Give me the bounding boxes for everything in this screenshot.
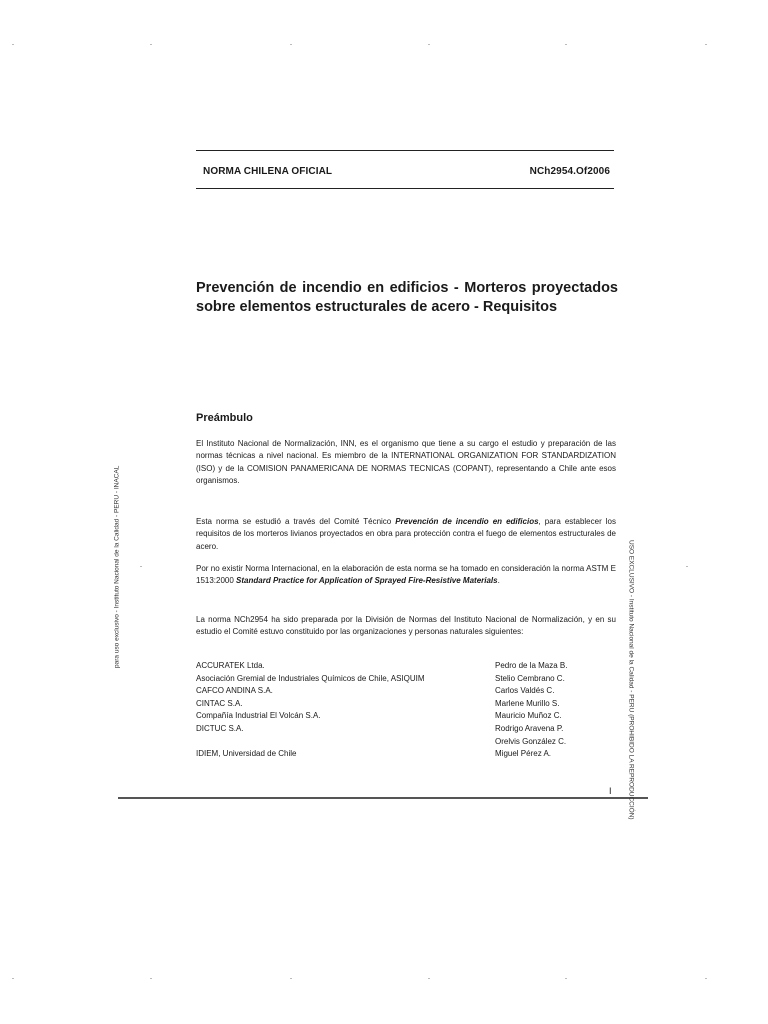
person-item: Orelvis González C. (495, 736, 567, 746)
organization-item: CAFCO ANDINA S.A. (196, 686, 273, 696)
scan-speck (290, 978, 292, 979)
organizations-list (196, 660, 425, 761)
person-item: Stelio Cembrano C. (495, 673, 565, 683)
scan-speck (428, 978, 430, 979)
organization-item: DICTUC S.A. (196, 723, 244, 733)
person-item: Mauricio Muñoz C. (495, 711, 562, 721)
p3-astm-title: Standard Practice for Application of Sprayed Fire-Resistive Materials (236, 576, 498, 586)
preamble-paragraph-3 (196, 563, 616, 588)
scan-speck (686, 566, 688, 567)
organization-item: ACCURATEK Ltda. (196, 661, 265, 670)
person-item: Miguel Pérez A. (495, 749, 552, 759)
scan-speck (705, 44, 707, 45)
footer-rule (118, 797, 648, 799)
header-top-rule (196, 150, 614, 151)
page-number: I (609, 786, 612, 796)
organization-item: IDIEM, Universidad de Chile (196, 749, 297, 759)
scan-speck (140, 566, 142, 567)
preamble-paragraph-2 (196, 516, 616, 553)
organization-item: Asociación Gremial de Industriales Químicos de Chile, ASIQUIM (196, 673, 425, 683)
p2-text: Esta norma se estudió a través del Comité Técnico (196, 517, 396, 526)
persons-list (495, 660, 567, 761)
person-item: Carlos Valdés C. (495, 686, 555, 696)
header-bottom-rule (196, 188, 614, 189)
scan-speck (565, 44, 567, 45)
scan-speck (12, 44, 14, 45)
p2-rest: , para establecer los requisitos de los morteros livianos proyectados en obra para protección contra el fuego de elementos estructurales de acero. (196, 517, 616, 551)
person-item: Pedro de la Maza B. (495, 661, 568, 670)
preamble-paragraph-1: El Instituto Nacional de Normalización, INN, es el organismo que tiene a su cargo el estudio y preparación de las normas técnicas a nivel nacional. Es miembro de la INTERNATIONAL ORGANIZATION FOR STANDARDIZATION (ISO) y de la COMISION PANAMERICANA DE NORMAS TECNICAS (COPANT), representando a Chile ante esos organismos. (196, 439, 616, 486)
scan-speck (150, 44, 152, 45)
scan-speck (705, 978, 707, 979)
organization-item: CINTAC S.A. (196, 698, 243, 708)
scan-speck (12, 978, 14, 979)
scan-speck (428, 44, 430, 45)
p2-committee-name: Prevención de incendio en edificios (395, 517, 539, 526)
scan-speck (290, 44, 292, 45)
document-title: Prevención de incendio en edificios - Morteros proyectados sobre elementos estructurales de acero - Requisitos (196, 280, 618, 315)
person-item: Marlene Murillo S. (495, 698, 560, 708)
organization-item: Compañía Industrial El Volcán S.A. (196, 711, 321, 721)
preamble-paragraph-4: La norma NCh2954 ha sido preparada por la División de Normas del Instituto Nacional de Normalización, y en su estudio el Comité estuvo constituido por las organizaciones y personas naturales siguientes: (196, 615, 616, 637)
standard-type-label: NORMA CHILENA OFICIAL (203, 166, 333, 177)
standard-code-label: NCh2954.Of2006 (529, 166, 610, 177)
scan-speck (565, 978, 567, 979)
preamble-heading: Preámbulo (196, 412, 253, 424)
p3-text: Por no existir Norma Internacional, en la elaboración de esta norma se ha tomado en consideración la norma ASTM E 1513:2000 (196, 564, 616, 586)
p3-rest: . (497, 576, 500, 586)
person-item: Rodrigo Aravena P. (495, 723, 564, 733)
scan-speck (150, 978, 152, 979)
